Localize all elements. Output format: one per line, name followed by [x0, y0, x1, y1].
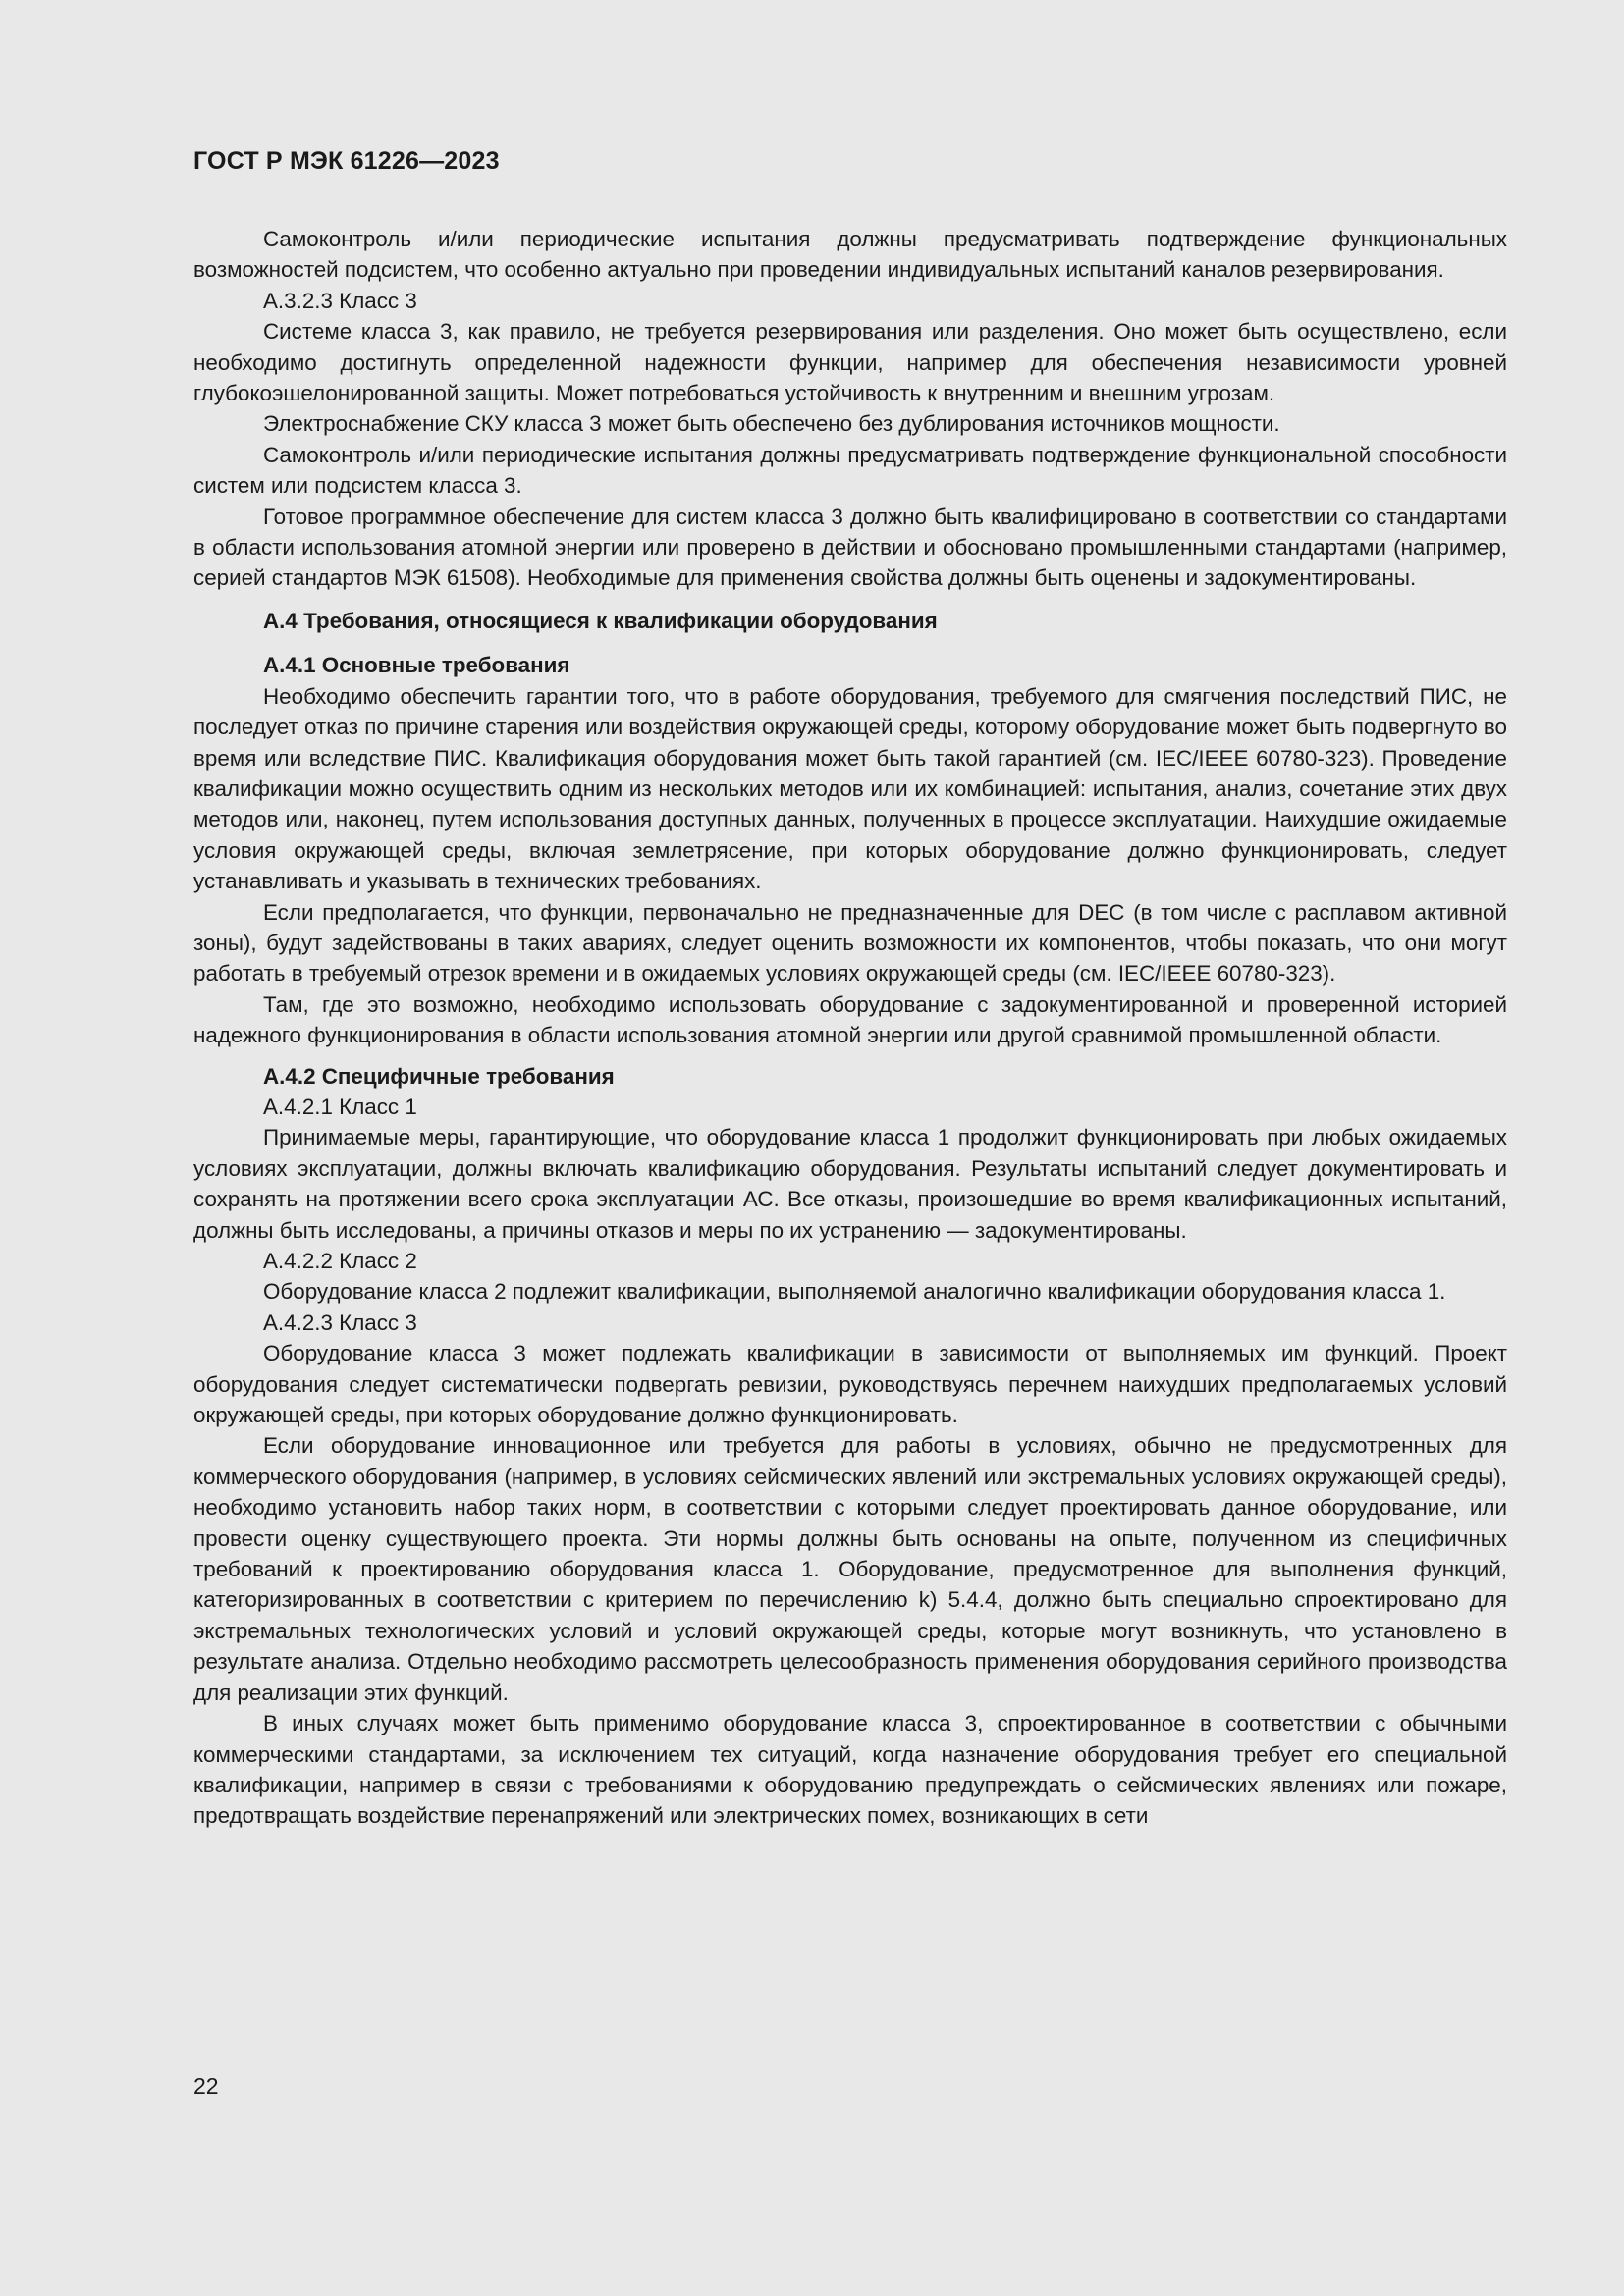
page-number: 22 [193, 2073, 219, 2099]
paragraph: Электроснабжение СКУ класса 3 может быть обеспечено без дублирования источников мощности. [263, 411, 1280, 437]
section-heading-a4: А.4 Требования, относящиеся к квалификации оборудования [263, 608, 938, 633]
document-body [193, 224, 1507, 1832]
paragraph: В иных случаях может быть применимо оборудование класса 3, спроектированное в соответствии с обычными коммерческими стандартами, за исключением тех ситуаций, когда назначение оборудования требует его специальной квалификации, например в связи с требованиями к оборудованию предупреждать о сейсмических явлениях или пожаре, предотвращать воздействие перенапряжений или электрических помех, возникающих в сети [193, 1711, 1507, 1829]
section-heading-a423: А.4.2.3 Класс 3 [263, 1309, 417, 1335]
paragraph: Необходимо обеспечить гарантии того, что в работе оборудования, требуемого для смягчения последствий ПИС, не последует отказ по причине старения или воздействия окружающей среды, которому оборудование может быть подвергнуто во время или вследствие ПИС. Квалификация оборудования может быть такой гарантией (см. IEC/IEEE 60780-323). Проведение квалификации можно осуществить одним из нескольких методов или их комбинацией: испытания, анализ, сочетание этих двух методов или, наконец, путем использования доступных данных, полученных в процессе эксплуатации. Наихудшие ожидаемые условия окружающей среды, включая землетрясение, при которых оборудование должно функционировать, следует устанавливать и указывать в технических требованиях. [193, 683, 1507, 894]
paragraph: Если оборудование инновационное или требуется для работы в условиях, обычно не предусмотренных для коммерческого оборудования (например, в условиях сейсмических явлений или экстремальных условиях окружающей среды), необходимо установить набор таких норм, в соответствии с которыми следует проектировать данное оборудование, или провести оценку существующего проекта. Эти нормы должны быть основаны на опыте, полученном из специфичных требований к проектированию оборудования класса 1. Оборудование, предусмотренное для выполнения функций, категоризированных в соответствии с критерием по перечислению k) 5.4.4, должно быть специально спроектировано для экстремальных технологических условий и условий окружающей среды, которые могут возникнуть, что установлено в результате анализа. Отдельно необходимо рассмотреть целесообразность применения оборудования серийного производства для реализации этих функций. [193, 1433, 1507, 1705]
paragraph: Самоконтроль и/или периодические испытания должны предусматривать подтверждение функциональной способности систем или подсистем класса 3. [193, 442, 1507, 499]
section-heading-a421: А.4.2.1 Класс 1 [263, 1094, 417, 1119]
paragraph: Принимаемые меры, гарантирующие, что оборудование класса 1 продолжит функционировать при любых ожидаемых условиях эксплуатации, должны включать квалификацию оборудования. Результаты испытаний следует документировать и сохранять на протяжении всего срока эксплуатации АС. Все отказы, произошедшие во время квалификационных испытаний, должны быть исследованы, а причины отказов и меры по их устранению — задокументированы. [193, 1125, 1507, 1243]
document-header: ГОСТ Р МЭК 61226—2023 [193, 147, 500, 175]
section-heading-a323: А.3.2.3 Класс 3 [263, 288, 417, 313]
paragraph: Самоконтроль и/или периодические испытания должны предусматривать подтверждение функциональных возможностей подсистем, что особенно актуально при проведении индивидуальных испытаний каналов резервирования. [193, 227, 1507, 283]
paragraph: Оборудование класса 3 может подлежать квалификации в зависимости от выполняемых им функций. Проект оборудования следует систематически подвергать ревизии, руководствуясь перечнем наихудших предполагаемых условий окружающей среды, при которых оборудование должно функционировать. [193, 1341, 1507, 1428]
paragraph: Системе класса 3, как правило, не требуется резервирования или разделения. Оно может быть осуществлено, если необходимо достигнуть определенной надежности функции, например для обеспечения независимости уровней глубокоэшелонированной защиты. Может потребоваться устойчивость к внутренним и внешним угрозам. [193, 319, 1507, 406]
paragraph: Оборудование класса 2 подлежит квалификации, выполняемой аналогично квалификации оборудования класса 1. [263, 1279, 1446, 1305]
section-heading-a41: А.4.1 Основные требования [263, 653, 570, 678]
section-heading-a42: А.4.2 Специфичные требования [263, 1063, 615, 1089]
section-heading-a422: А.4.2.2 Класс 2 [263, 1249, 417, 1273]
paragraph: Готовое программное обеспечение для систем класса 3 должно быть квалифицировано в соответствии со стандартами в области использования атомной энергии или проверено в действии и обосновано промышленными стандартами (например, серией стандартов МЭК 61508). Необходимые для применения свойства должны быть оценены и задокументированы. [193, 504, 1507, 591]
paragraph: Там, где это возможно, необходимо использовать оборудование с задокументированной и проверенной историей надежного функционирования в области использования атомной энергии или другой сравнимой промышленной области. [193, 991, 1507, 1048]
paragraph: Если предполагается, что функции, первоначально не предназначенные для DEC (в том числе с расплавом активной зоны), будут задействованы в таких авариях, следует оценить возможности их компонентов, чтобы показать, что они могут работать в требуемый отрезок времени и в ожидаемых условиях окружающей среды (см. IEC/IEEE 60780-323). [193, 899, 1507, 987]
